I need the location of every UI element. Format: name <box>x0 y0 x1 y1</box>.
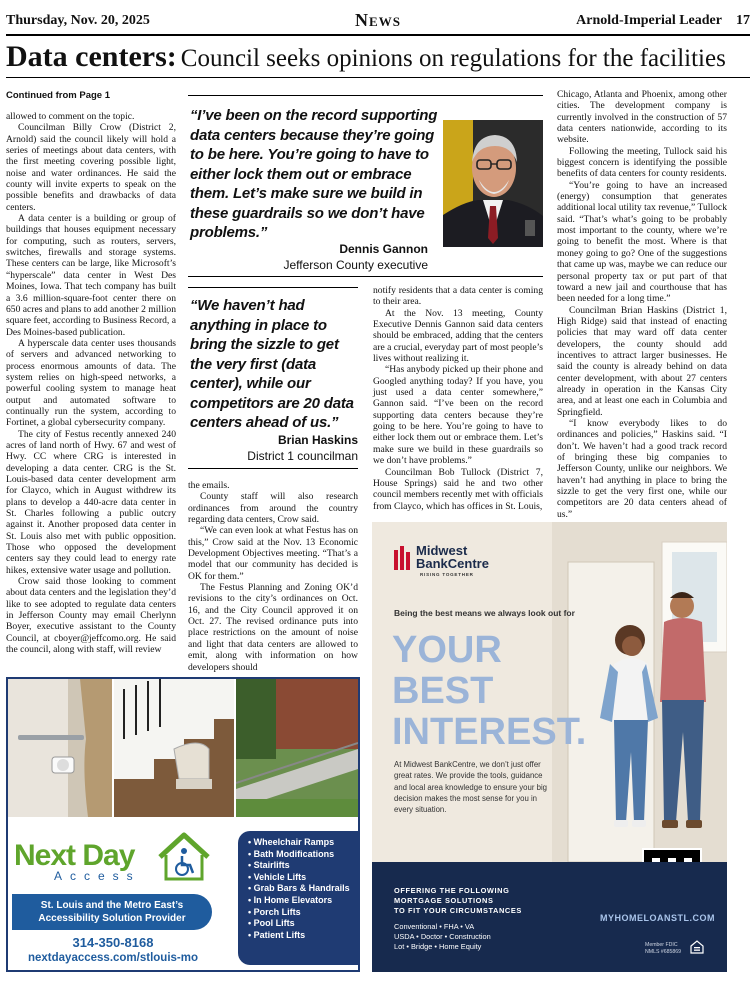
newspaper-name: Arnold-Imperial Leader <box>576 13 722 28</box>
bank-logo-subtext: RISING TOGETHER <box>420 572 474 577</box>
ramp-photo <box>236 679 358 817</box>
paragraph: Councilman Billy Crow (District 2, Arnold) said the council likely will hold a series of meetings about data centers, with the first meeting covering possible light, noise and water ordinances. He said the county will invite experts to speak on the possible benefits and drawbacks of data centers. <box>6 122 176 213</box>
paragraph: allowed to comment on the topic. <box>6 111 135 122</box>
paragraph: County staff will also research ordinances from around the country regarding data centers, Crow said. <box>188 491 358 526</box>
bank-member-line2: NMLS #685869 <box>645 948 682 955</box>
paragraph: “You’re going to have an increased (energy) consumption that generates additional local utility tax revenue,” Tullock said. “That’s what’s going to be probably most important to the county, where we’re going to benefit the most. Where is that money going to go? One of the suggestions that came up was, maybe we can reduce our personal property tax or put part of that toward a new jail and courthouse that has been needed for a long time.” <box>557 179 727 305</box>
bank-offer-heading <box>394 886 522 916</box>
service-item: • Stairlifts <box>248 860 360 872</box>
bank-headline <box>392 630 586 753</box>
paragraph: The city of Festus recently annexed 240 acres of land north of Hwy. 67 and west of Hwy. CC where CRG is interested in developing a data center. CRG is the St. Louis-based data center development arm for Clayco, which in August withdrew its plans to develop a 440-acre data center in St. Charles following a public outcry against it. Another proposed data center in St. Louis also met with public opposition. Those who opposed the development centers say they could lead to energy rate hikes, extensive water usage and pollution. <box>6 428 176 576</box>
quote-speaker: Brian Haskins <box>277 432 358 447</box>
paragraph: “Has anybody picked up their phone and Googled anything today? If you have, you just used a data center somewhere,” Gannon said. “I’ve been on the record supporting data centers because they’re going to be here. You’re going to have to either lock them out or embrace them. Let’s make sure we build in these guardrails so we don’t have problems.” <box>373 364 543 467</box>
page-header <box>6 8 750 36</box>
quote-rule-top <box>188 95 543 96</box>
pull-quote-text: “We haven’t had anything in place to bring the sizzle to get the very first (data center), while our competitors are 20 data centers ahead of us.” <box>190 297 354 431</box>
bank-types-line1: Conventional • FHA • VA <box>394 922 475 931</box>
article-headline <box>6 40 750 78</box>
paragraph: Crow said those looking to comment about data centers and the legislation they’d like to see adopted to regulate data centers in Jefferson County may email Cherlynn Boyer, executive assistant to the County Council, at cboyer@jeffcomo.org. He said the council, along with staff, will review <box>6 576 176 656</box>
headline-text: Council seeks opinions on regulations for the facilities <box>180 45 726 72</box>
service-item: • Grab Bars & Handrails <box>248 883 360 895</box>
section-name: News <box>355 10 401 30</box>
quote2-rule-bottom <box>188 468 358 469</box>
continued-kicker: Continued from Page 1 <box>6 90 110 101</box>
paragraph: A data center is a building or group of buildings that houses equipment necessary for computing, such as routers, servers, switches, firewalls and storage systems. These centers can be large, like Microsoft’s “hyperscale” data center in West Des Moines, Iowa. That tech company has built a 3.6 million-square-foot center there on 650 acres and plans to add another 2 million square feet, according to Business Record, a Des Moines-based publication. <box>6 213 176 338</box>
paragraph: notify residents that a data center is coming to their area. <box>373 285 543 308</box>
stairlift-photo <box>114 679 234 817</box>
bank-loan-types <box>394 922 491 952</box>
paragraph: “I know everybody likes to do ordinances and policies,” Haskins said. “I don’t. We haven’t had a good track record of bringing these big companies to Jefferson County, unlike our neighbors. We haven’t had anything in place to bring the sizzle to get the very first one, while our competitors are 20 data centers ahead of us.” <box>557 417 727 520</box>
nextday-phone[interactable]: 314-350-8168 <box>72 935 154 950</box>
paragraph: “We can even look at what Festus has on this,” Crow said at the Nov. 13 Economic Development Objectives meeting. “That’s a model that our community has decided is OK for them.” <box>188 525 358 582</box>
article-column-1 <box>6 111 176 656</box>
quote-speaker: Dennis Gannon <box>339 242 428 256</box>
issue-date: Thursday, Nov. 20, 2025 <box>6 13 150 28</box>
bank-logo-line1: Midwest <box>416 543 468 558</box>
paragraph: Following the meeting, Tullock said his biggest concern is identifying the possible benefits of data centers for county residents. <box>557 145 727 180</box>
service-item: • Wheelchair Ramps <box>248 837 360 849</box>
nextday-website[interactable]: nextdayaccess.com/stlouis-mo <box>27 952 198 964</box>
bank-logo-icon <box>394 546 414 570</box>
article-column-4 <box>557 89 727 520</box>
midwest-bankcentre-ad[interactable] <box>372 522 727 972</box>
bank-headline-line2: BEST <box>392 670 494 712</box>
nextday-logo-subtext: Access <box>54 869 141 883</box>
ad-photo-strip <box>8 679 358 817</box>
bank-offer-line3: TO FIT YOUR CIRCUMSTANCES <box>394 906 522 915</box>
bank-types-line2: USDA • Doctor • Construction <box>394 932 491 941</box>
grab-bar-photo <box>8 679 112 817</box>
equal-housing-icon <box>690 940 704 954</box>
pull-quote-gannon <box>190 106 438 243</box>
pull-quote-haskins <box>190 296 358 463</box>
house-wheelchair-icon <box>156 831 212 883</box>
bank-offer-line2: MORTGAGE SOLUTIONS <box>394 896 494 905</box>
paragraph: Chicago, Atlanta and Phoenix, among other cities. The development company is currently involved in the construction of 57 data centers nationwide, according to its website. <box>557 89 727 146</box>
paragraph: the emails. <box>188 480 230 491</box>
bank-logo-line2: BankCentre <box>416 556 489 571</box>
article-column-2 <box>188 480 358 673</box>
next-day-access-ad[interactable] <box>6 677 360 972</box>
service-item: • Vehicle Lifts <box>248 872 360 884</box>
nextday-logo-text: Next Day <box>14 839 135 872</box>
pull-quote-attribution <box>190 236 428 272</box>
paragraph: Councilman Brian Haskins (District 1, High Ridge) said that instead of enacting policies that may ward off data center developers, the county should add incentives to attract larger businesses. He said the county is already behind on data center development, with about 27 centers already in operation in the Kansas City area, and at least one each in Columbia and Springfield. <box>557 304 727 418</box>
paragraph: A hyperscale data center uses thousands of servers and advanced networking to process enormous amounts of data. The system relies on high-speed networks, a powerful cooling system to manage heat output and automated software to continually run the system, according to Fortinet, a global cybersecurity company. <box>6 337 176 429</box>
service-item: • Pool Lifts <box>248 918 360 930</box>
quote-speaker-title: Jefferson County executive <box>283 258 428 272</box>
bank-offer-line1: OFFERING THE FOLLOWING <box>394 886 510 895</box>
pull-quote-text: “I’ve been on the record supporting data centers because they’re going to be here. You’re going to have to either lock them out or embrace them. Let’s make sure we build in these guardrails so we don’t have problems.” <box>190 107 438 241</box>
bank-website[interactable]: MYHOMELOANSTL.COM <box>600 913 715 923</box>
service-item: • Bath Modifications <box>248 849 360 861</box>
bank-tagline: Being the best means we always look out for <box>394 608 575 618</box>
paragraph: The Festus Planning and Zoning OK’d revisions to the city’s ordinances on Oct. 16, and the City Council approved it on Oct. 27. The revised ordinance puts into place restrictions on the amount of noise and light that data centers are allowed to emit, along with information on how developers should <box>188 582 358 673</box>
bank-body-copy: At Midwest BankCentre, we don’t just offer great rates. We provide the tools, guidance and local area knowledge to ensure your big decision makes the most sense for you in every situation. <box>394 760 548 815</box>
quote-rule-bottom <box>188 276 543 277</box>
portrait-image <box>443 120 543 247</box>
bank-info-bar <box>372 862 727 972</box>
service-item: • In Home Elevators <box>248 895 360 907</box>
quote2-rule-top <box>188 287 358 288</box>
bank-types-line3: Lot • Bridge • Home Equity <box>394 942 482 951</box>
bank-member-line1: Member FDIC <box>645 942 678 948</box>
service-item: • Patient Lifts <box>248 930 360 942</box>
article-column-3 <box>373 285 543 512</box>
nextday-tagline: St. Louis and the Metro East’s Accessibility Solution Provider <box>12 894 212 930</box>
bank-member-info <box>645 942 681 955</box>
quote-speaker-title: District 1 councilman <box>247 448 358 463</box>
bank-headline-line3: INTEREST. <box>392 711 587 753</box>
portrait-photo <box>443 120 543 247</box>
paragraph: Councilman Bob Tullock (District 7, House Springs) said he and two other council members recently met with officials from Clayco, which has offices in St. Louis, <box>373 466 543 512</box>
nextday-services-list <box>238 831 360 965</box>
paragraph: At the Nov. 13 meeting, County Executive Dennis Gannon said data centers should be embraced, adding that the centers are a crucial, everyday part of most people’s lives without realizing it. <box>373 307 543 365</box>
bank-headline-line1: YOUR <box>392 629 502 671</box>
headline-topic: Data centers: <box>6 40 177 73</box>
service-item: • Porch Lifts <box>248 907 360 919</box>
bank-logo-text <box>416 544 489 570</box>
page-number: 17 <box>736 13 750 28</box>
